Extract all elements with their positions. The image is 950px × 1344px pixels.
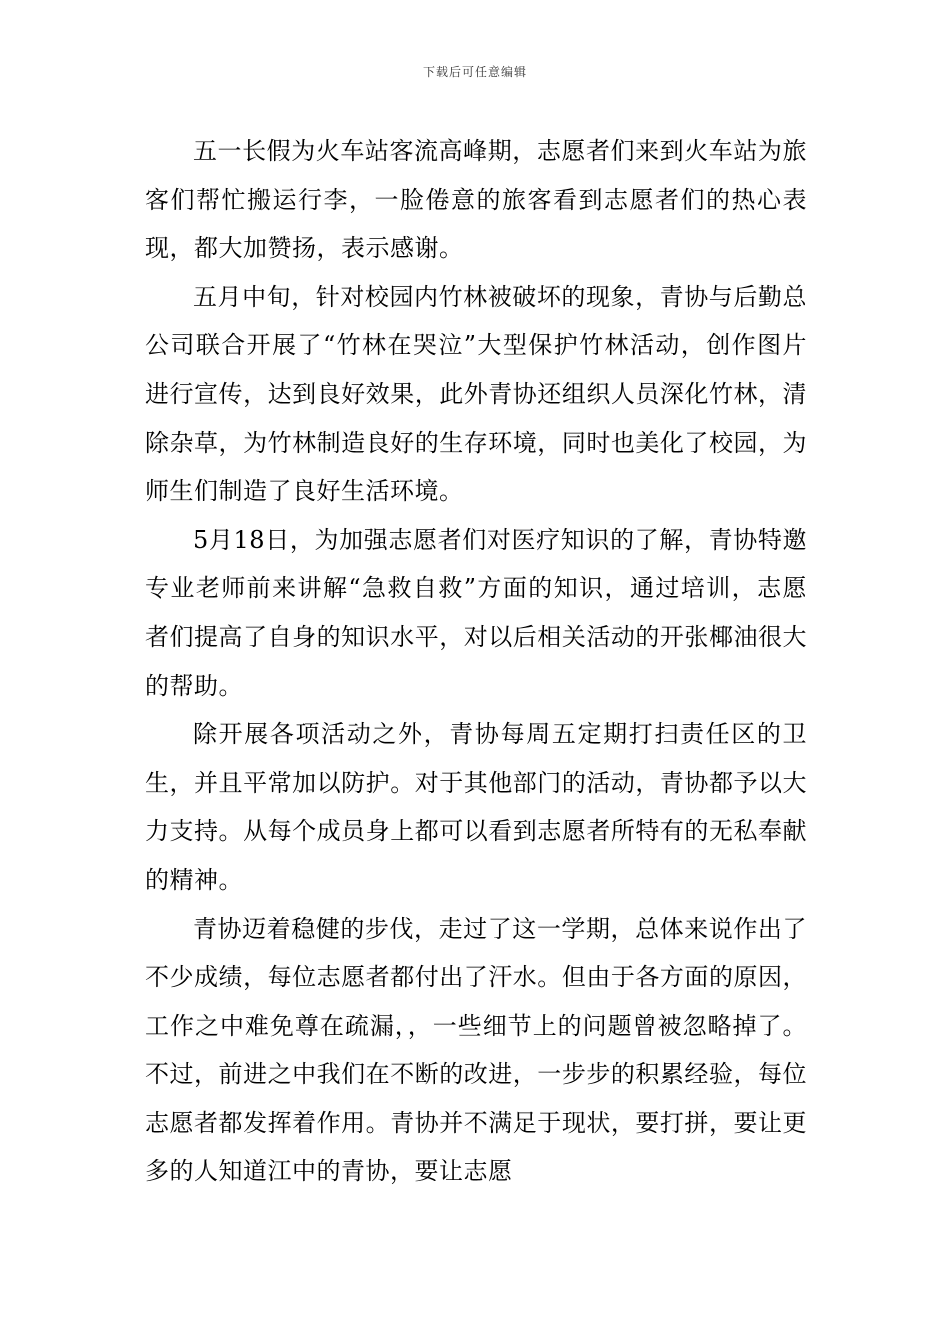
paragraph-bamboo-protection: 五月中旬，针对校园内竹林被破坏的现象，青协与后勤总公司联合开展了“竹林在哭泣”大型保护竹林活动，创作图片进行宣传，达到良好效果，此外青协还组织人员深化竹林，清除杂草，为竹林制造良好的生存环境，同时也美化了校园，为师生们制造了良好生活环境。 — [145, 282, 807, 506]
document-body — [145, 127, 807, 1196]
paragraph-cleaning-support: 除开展各项活动之外，青协每周五定期打扫责任区的卫生，并且平常加以防护。对于其他部门的活动，青协都予以大力支持。从每个成员身上都可以看到志愿者所特有的无私奉献的精神。 — [145, 720, 807, 894]
paragraph-semester-summary: 青协迈着稳健的步伐，走过了这一学期，总体来说作出了不少成绩，每位志愿者都付出了汗水。但由于各方面的原因，工作之中难免尊在疏漏，，一些细节上的问题曾被忽略掉了。不过，前进之中我们在不断的改进，一步步的积累经验，每位志愿者都发挥着作用。青协并不满足于现状，要打拼，要让更多的人知道江中的青协，要让志愿 — [145, 914, 807, 1186]
page-header-note: 下载后可任意编辑 — [422, 65, 527, 79]
paragraph-first-aid-training: 5月18日，为加强志愿者们对医疗知识的了解，青协特邀专业老师前来讲解“急救自救”方面的知识，通过培训，志愿者们提高了自身的知识水平，对以后相关活动的开张椰油很大的帮助。 — [145, 525, 807, 700]
paragraph-may-day: 五一长假为火车站客流高峰期，志愿者们来到火车站为旅客们帮忙搬运行李，一脸倦意的旅客看到志愿者们的热心表现，都大加赞扬，表示感谢。 — [145, 137, 807, 263]
